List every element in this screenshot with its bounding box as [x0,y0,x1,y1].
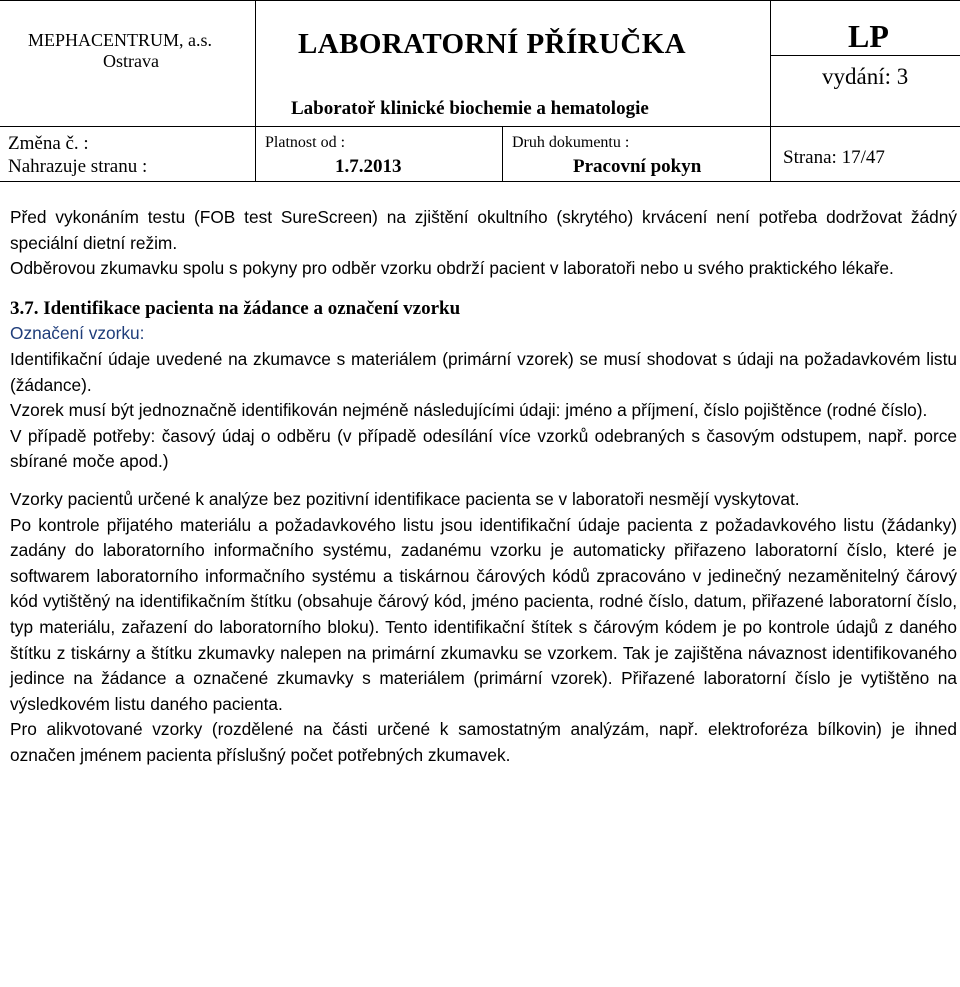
section-title: 3.7. Identifikace pacienta na žádance a označení vzorku [10,297,461,319]
spacer [10,475,957,487]
document-header [0,0,960,182]
subheading-sample-labeling: Označení vzorku: [10,323,145,344]
paragraph-barcode-process: Po kontrole přijatého materiálu a požadavkového listu jsou identifikační údaje pacienta z požadavkového listu (žádanky) zadány do laboratorního informačního systému, zadanému vzorku je automaticky přiřazeno laboratorní číslo, které je softwarem laboratorního informačního systému a tiskárnou čárových kódů zpracováno v jedinečný nezaměnitelný čárový kód vytištěný na identifikačním štítku (obsahuje čárový kód, jméno pacienta, rodné číslo, datum, přiřazené laboratorní číslo, typ materiálu, zařazení do laboratorního bloku). Tento identifikační štítek s čárovým kódem je po kontrole údajů z daného štítku z tiskárny a štítku zkumavky nalepen na primární zkumavku se vzorkem. Tak je zajištěna návaznost identifikovaného jedince na žádance a označené zkumavky s materiálem (primární vzorek). Přiřazené laboratorní číslo je vytištěno na výsledkovém listu daného pacienta. [10,514,957,714]
paragraph-id-match: Identifikační údaje uvedené na zkumavce s materiálem (primární vzorek) se musí shodovat s údaji na požadavkovém listu (žádance). [10,348,957,395]
header-vdivider-mid [502,126,503,182]
paragraph-diet: Před vykonáním testu (FOB test SureScreen) na zjištění okultního (skrytého) krvácení není potřeba dodržovat žádný speciální dietní režim. [10,207,957,253]
header-vdivider-left [255,0,256,182]
valid-from-value: 1.7.2013 [335,156,402,177]
paragraph-id-minimum: Vzorek musí být jednoznačně identifikován nejméně následujícími údaji: jméno a příjmení, číslo pojištěnce (rodné číslo). [10,400,928,421]
valid-from-label: Platnost od : [265,134,346,151]
document-title: LABORATORNÍ PŘÍRUČKA [298,28,686,60]
header-vdivider-right [770,0,771,182]
paragraph-no-unidentified: Vzorky pacientů určené k analýze bez pozitivní identifikace pacienta se v laboratoři nesmějí vyskytovat. [10,488,800,509]
paragraph-time-info: V případě potřeby: časový údaj o odběru (v případě odesílání více vzorků odebraných s časovým odstupem, např. porce sbírané moče apod.) [10,425,957,472]
document-code: LP [848,18,889,54]
edition-number: vydání: 3 [822,64,909,89]
replaces-page-label: Nahrazuje stranu : [8,156,148,177]
header-hrule-middle [0,126,960,127]
paragraph-aliquots: Pro alikvotované vzorky (rozdělené na části určené k samostatným analýzám, např. elektroforéza bílkovin) je ihned označen jménem pacienta příslušný počet potřebných zkumavek. [10,719,957,765]
company-city: Ostrava [103,51,159,71]
document-type-label: Druh dokumentu : [512,134,630,151]
header-top-border [0,0,960,1]
paragraph-collection-tube: Odběrovou zkumavku spolu s pokyny pro odběr vzorku obdrží pacient v laboratoři nebo u svého praktického lékaře. [10,258,894,279]
laboratory-name: Laboratoř klinické biochemie a hematologie [291,98,649,119]
company-name: MEPHACENTRUM, a.s. [28,30,213,50]
header-bottom-border [0,181,960,182]
change-number-label: Změna č. : [8,133,89,154]
document-type-value: Pracovní pokyn [573,156,702,177]
spacer [10,282,957,296]
page-number: Strana: 17/47 [783,147,885,168]
document-body [10,205,957,768]
header-hrule-edition [770,55,960,56]
